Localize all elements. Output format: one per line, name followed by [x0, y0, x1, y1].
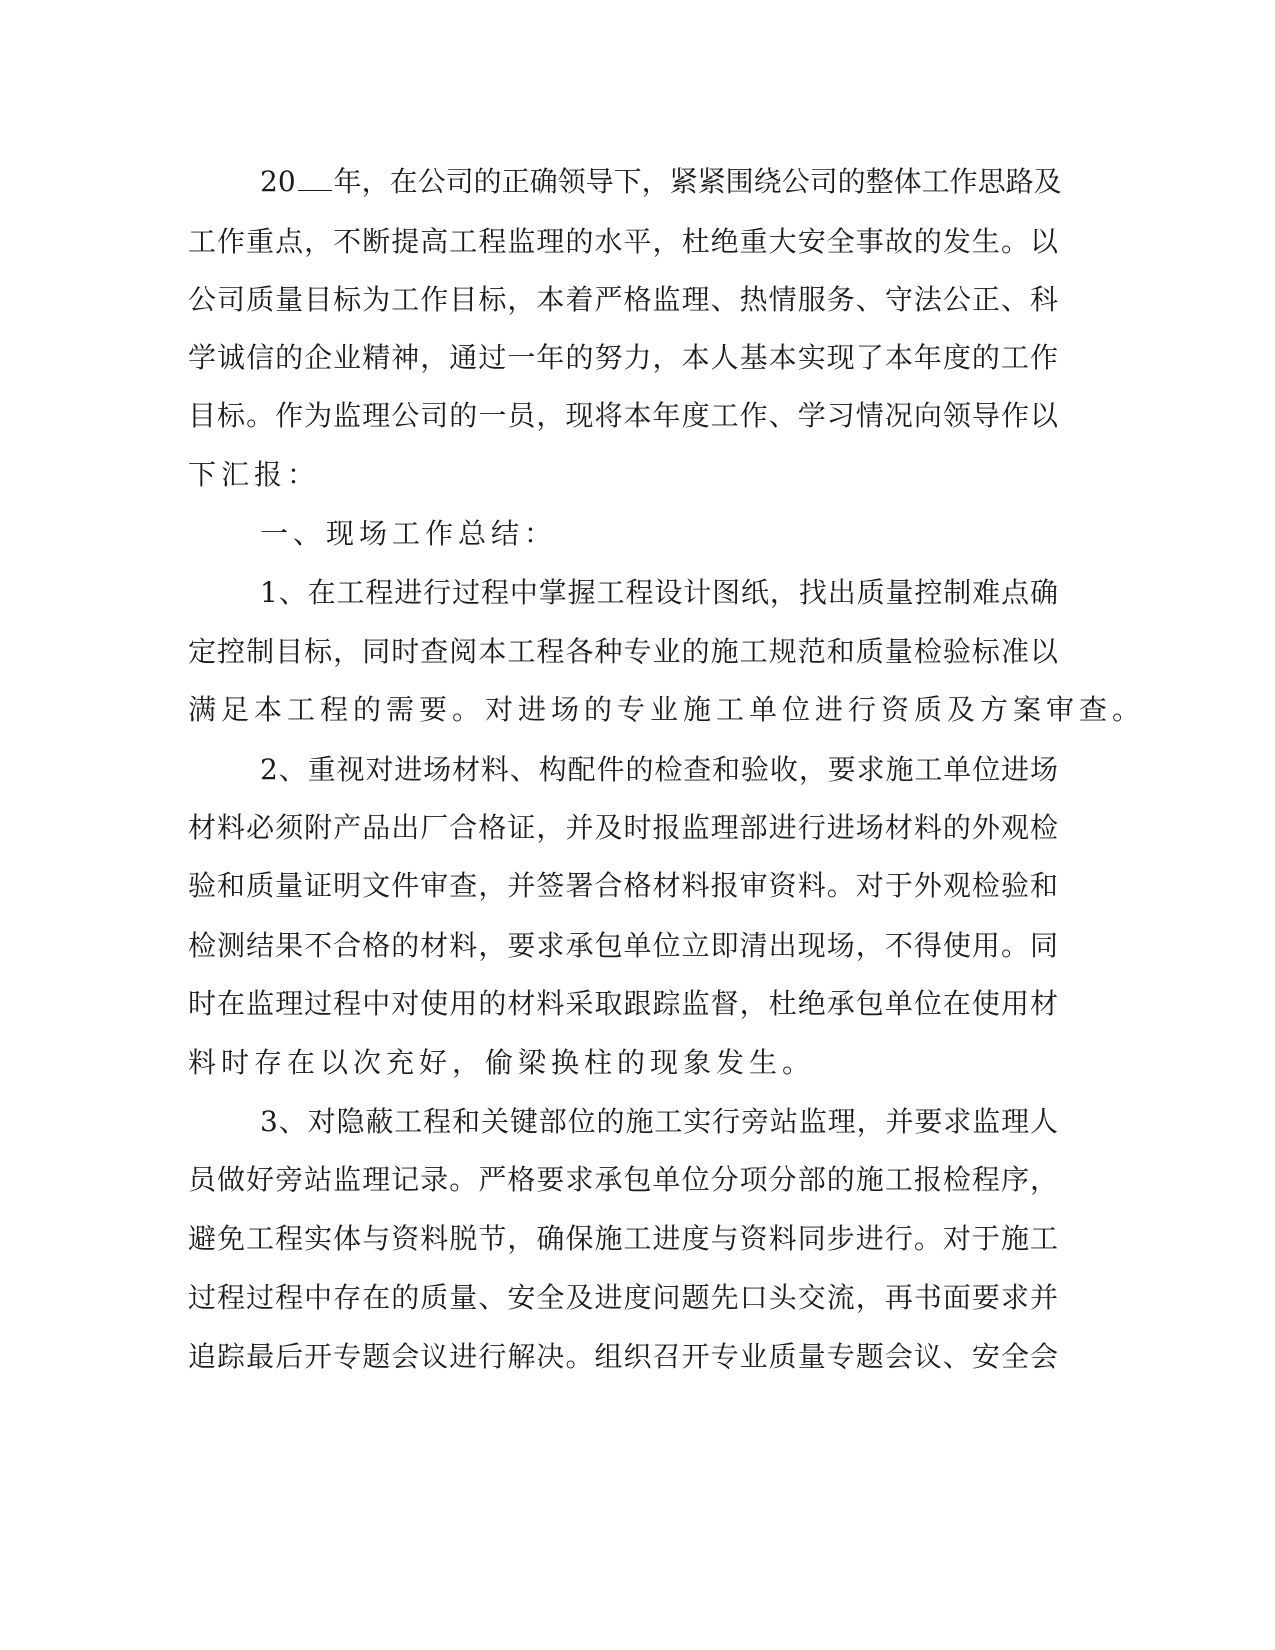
item2-line-3: 验和质量证明文件审查，并签署合格材料报审资料。对于外观检验和 [188, 869, 1058, 902]
item3-line-1: 3、对隐蔽工程和关键部位的施工实行旁站监理，并要求监理人 [260, 1105, 1058, 1138]
para1-line-3: 公司质量目标为工作目标，本着严格监理、热情服务、守法公正、科 [188, 283, 1058, 316]
item1-line-1: 1、在工程进行过程中掌握工程设计图纸，找出质量控制难点确 [260, 576, 1058, 609]
para1-line-1: 20 年，在公司的正确领导下，紧紧围绕公司的整体工作思路及 [260, 165, 1062, 198]
item3-line-5: 追踪最后开专题会议进行解决。组织召开专业质量专题会议、安全会 [188, 1340, 1058, 1373]
item1-line-2: 定控制目标，同时查阅本工程各种专业的施工规范和质量检验标准以 [188, 635, 1058, 668]
item2-line-2: 材料必须附产品出厂合格证，并及时报监理部进行进场材料的外观检 [188, 811, 1058, 844]
item2-line-6: 料时存在以次充好，偷梁换柱的现象发生。 [188, 1046, 816, 1079]
year-blank [298, 164, 332, 191]
item3-line-3: 避免工程实体与资料脱节，确保施工进度与资料同步进行。对于施工 [188, 1222, 1058, 1255]
section-heading: 一、现场工作总结： [260, 517, 558, 550]
para1-line-6: 下汇报： [188, 458, 321, 491]
para1-line-2: 工作重点，不断提高工程监理的水平，杜绝重大安全事故的发生。以 [188, 225, 1058, 258]
year-prefix: 20 [260, 165, 296, 198]
item2-line-1: 2、重视对进场材料、构配件的检查和验收，要求施工单位进场 [260, 753, 1058, 786]
document-page [188, 0, 1146, 1650]
item1-line-3: 满足本工程的需要。对进场的专业施工单位进行资质及方案审查。 [188, 693, 1146, 726]
item3-line-4: 过程过程中存在的质量、安全及进度问题先口头交流，再书面要求并 [188, 1281, 1058, 1314]
para1-line-5: 目标。作为监理公司的一员，现将本年度工作、学习情况向领导作以 [188, 399, 1058, 432]
para1-line-4: 学诚信的企业精神，通过一年的努力，本人基本实现了本年度的工作 [188, 341, 1058, 374]
item3-line-2: 员做好旁站监理记录。严格要求承包单位分项分部的施工报检程序， [188, 1163, 1058, 1196]
item2-line-5: 时在监理过程中对使用的材料采取跟踪监督，杜绝承包单位在使用材 [188, 987, 1058, 1020]
item2-line-4: 检测结果不合格的材料，要求承包单位立即清出现场，不得使用。同 [188, 929, 1058, 962]
